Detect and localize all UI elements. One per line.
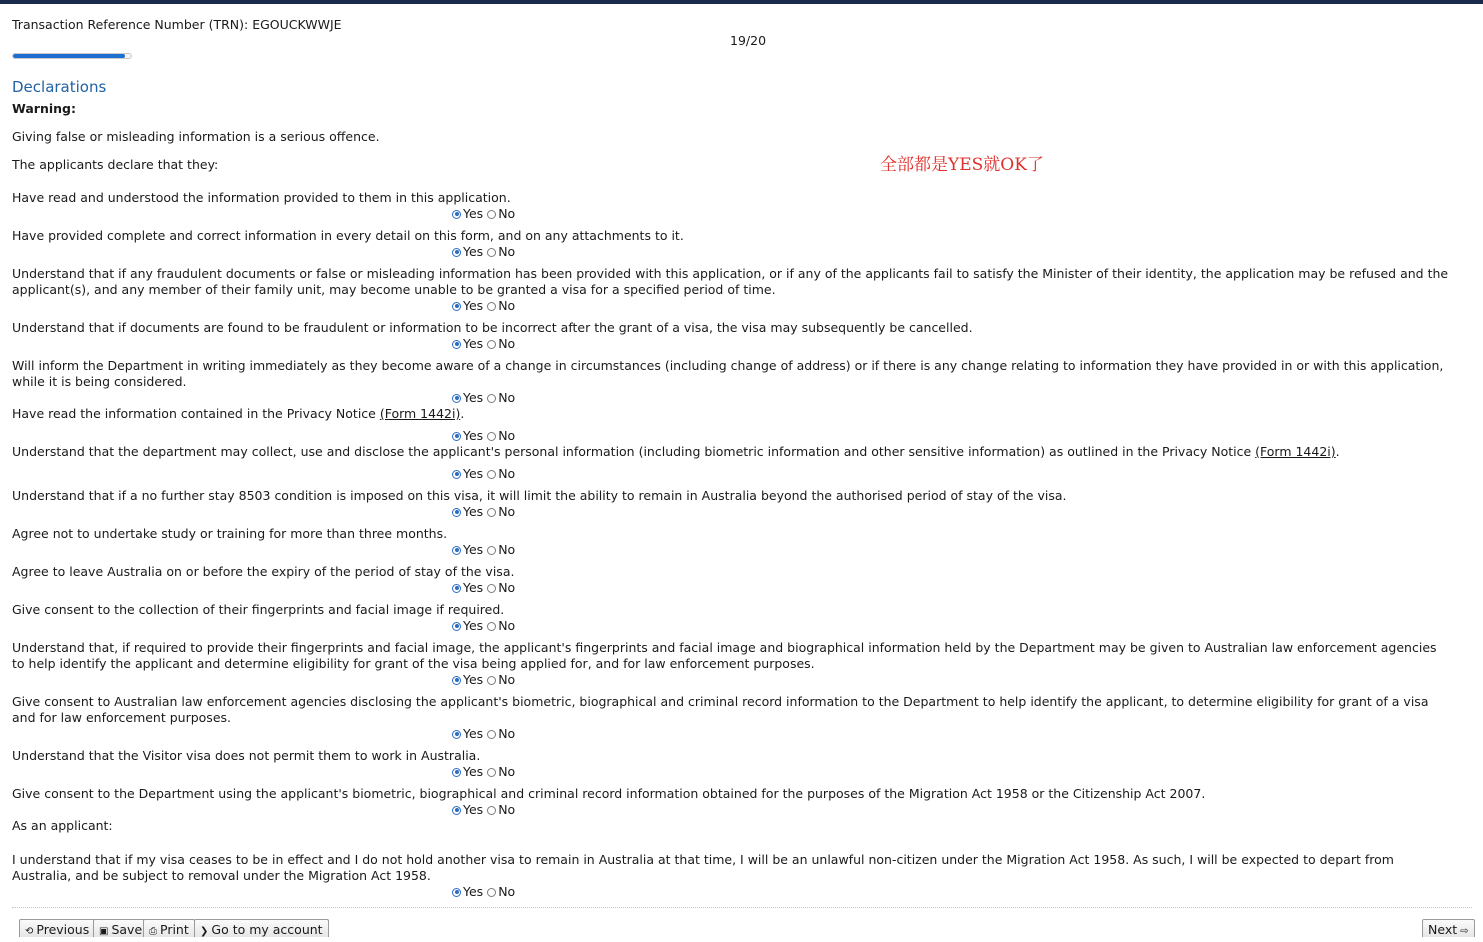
yes-radio[interactable] <box>452 248 461 257</box>
answer-group <box>452 765 519 779</box>
no-radio[interactable] <box>487 302 496 311</box>
print-icon: ⎙ <box>149 926 157 937</box>
yes-label: Yes <box>463 672 484 687</box>
question-tail: . <box>1335 444 1340 459</box>
yes-radio[interactable] <box>452 584 461 593</box>
print-button[interactable] <box>143 919 195 937</box>
go-to-account-button[interactable] <box>194 919 329 937</box>
print-label: Print <box>160 922 189 937</box>
save-icon: ▣ <box>99 926 109 937</box>
answer-group <box>452 581 519 595</box>
progress-fill <box>13 54 125 58</box>
declaration-question: Have read and understood the information provided to them in this application. <box>12 190 511 205</box>
no-label: No <box>498 428 516 443</box>
no-label: No <box>498 726 516 741</box>
yes-radio[interactable] <box>452 394 461 403</box>
yes-label: Yes <box>463 428 484 443</box>
applicant-intro: As an applicant: <box>12 818 113 833</box>
yes-radio[interactable] <box>452 888 461 897</box>
yes-radio[interactable] <box>452 508 461 517</box>
no-label: No <box>498 618 516 633</box>
no-radio[interactable] <box>487 394 496 403</box>
declaration-question: Understand that the Visitor visa does not permit them to work in Australia. <box>12 748 481 763</box>
yes-label: Yes <box>463 390 484 405</box>
declaration-question: Will inform the Department in writing immediately as they become aware of a change in circumstances (including change of address) or if there is any change relating to information they have provided in or with this application, while it is being considered. <box>12 358 1444 389</box>
yes-radio[interactable] <box>452 340 461 349</box>
yes-radio[interactable] <box>452 210 461 219</box>
no-label: No <box>498 672 516 687</box>
answer-group <box>452 467 519 481</box>
no-radio[interactable] <box>487 432 496 441</box>
privacy-notice-link[interactable]: (Form 1442i) <box>1255 444 1336 459</box>
yes-radio[interactable] <box>452 622 461 631</box>
no-radio[interactable] <box>487 676 496 685</box>
previous-button[interactable] <box>19 919 95 937</box>
footer-divider <box>12 907 1472 908</box>
declaration-question <box>12 444 1453 460</box>
no-radio[interactable] <box>487 622 496 631</box>
yes-label: Yes <box>463 466 484 481</box>
no-radio[interactable] <box>487 470 496 479</box>
progress-bar <box>12 53 132 59</box>
account-label: Go to my account <box>211 922 323 937</box>
declaration-question: Agree to leave Australia on or before the expiry of the period of stay of the visa. <box>12 564 515 579</box>
yes-radio[interactable] <box>452 432 461 441</box>
yes-label: Yes <box>463 580 484 595</box>
next-icon: ⇨ <box>1460 926 1469 937</box>
declaration-question: I understand that if my visa ceases to be in effect and I do not hold another visa to remain in Australia at that time, I will be an unlawful non-citizen under the Migration Act 1958. As such, I will be expected to depart from Australia, and be subject to removal under the Migration Act 1958. <box>12 852 1394 883</box>
yes-radio[interactable] <box>452 768 461 777</box>
no-label: No <box>498 580 516 595</box>
no-radio[interactable] <box>487 340 496 349</box>
no-radio[interactable] <box>487 888 496 897</box>
yes-label: Yes <box>463 764 484 779</box>
no-label: No <box>498 244 516 259</box>
yes-label: Yes <box>463 336 484 351</box>
answer-group <box>452 429 519 443</box>
privacy-notice-link[interactable]: (Form 1442i) <box>379 406 461 421</box>
answer-group <box>452 543 519 557</box>
no-label: No <box>498 504 516 519</box>
answer-group <box>452 885 519 899</box>
no-label: No <box>498 336 516 351</box>
section-title: Declarations <box>12 78 107 96</box>
declaration-question: Understand that, if required to provide their fingerprints and facial image, the applicant's fingerprints and facial image and biographical information held by the Department may be given to Australian law enforcement agencies to help identify the applicant and determine eligibility for grant of the visa being applied for, and for law enforcement purposes. <box>12 640 1437 671</box>
no-label: No <box>498 884 516 899</box>
yes-label: Yes <box>463 504 484 519</box>
no-label: No <box>498 206 516 221</box>
answer-group <box>452 619 519 633</box>
no-radio[interactable] <box>487 730 496 739</box>
no-radio[interactable] <box>487 584 496 593</box>
save-button[interactable] <box>93 919 148 937</box>
previous-label: Previous <box>36 922 90 937</box>
yes-radio[interactable] <box>452 806 461 815</box>
yes-label: Yes <box>463 618 484 633</box>
no-label: No <box>498 390 516 405</box>
no-radio[interactable] <box>487 806 496 815</box>
answer-group <box>452 803 519 817</box>
answer-group <box>452 245 519 259</box>
declaration-question: Agree not to undertake study or training for more than three months. <box>12 526 448 541</box>
declaration-question: Understand that if documents are found to be fraudulent or information to be incorrect after the grant of a visa, the visa may subsequently be cancelled. <box>12 320 973 335</box>
yes-label: Yes <box>463 298 484 313</box>
warning-label: Warning: <box>12 101 76 116</box>
no-label: No <box>498 542 516 557</box>
no-radio[interactable] <box>487 248 496 257</box>
yes-radio[interactable] <box>452 546 461 555</box>
chevron-right-icon: ❯ <box>200 926 209 937</box>
yes-radio[interactable] <box>452 302 461 311</box>
no-label: No <box>498 802 516 817</box>
yes-label: Yes <box>463 802 484 817</box>
handwritten-annotation: 全部都是YES就OK了 <box>880 155 1044 175</box>
no-radio[interactable] <box>487 508 496 517</box>
yes-label: Yes <box>463 542 484 557</box>
yes-label: Yes <box>463 884 484 899</box>
question-tail: . <box>460 406 465 421</box>
yes-label: Yes <box>463 206 484 221</box>
trn-label: Transaction Reference Number (TRN): EGOUCKWWJE <box>12 17 342 32</box>
yes-label: Yes <box>463 726 484 741</box>
answer-group <box>452 207 519 221</box>
declaration-question: Have provided complete and correct information in every detail on this form, and on any attachments to it. <box>12 228 684 243</box>
save-label: Save <box>111 922 143 937</box>
answer-group <box>452 337 519 351</box>
yes-radio[interactable] <box>452 676 461 685</box>
yes-radio[interactable] <box>452 730 461 739</box>
answer-group <box>452 391 519 405</box>
warning-text: Giving false or misleading information is a serious offence. <box>12 129 380 144</box>
no-radio[interactable] <box>487 210 496 219</box>
no-radio[interactable] <box>487 768 496 777</box>
question-text: Understand that the department may collect, use and disclose the applicant's personal information (including biometric information and other sensitive information) as outlined in the Privacy Notice <box>12 444 1256 459</box>
answer-group <box>452 299 519 313</box>
yes-radio[interactable] <box>452 470 461 479</box>
answer-group <box>452 505 519 519</box>
yes-label: Yes <box>463 244 484 259</box>
question-text: Have read the information contained in the Privacy Notice <box>12 406 380 421</box>
no-label: No <box>498 764 516 779</box>
declaration-question: Understand that if a no further stay 8503 condition is imposed on this visa, it will limit the ability to remain in Australia beyond the authorised period of stay of the visa. <box>12 488 1067 503</box>
top-bar <box>0 0 1483 4</box>
no-radio[interactable] <box>487 546 496 555</box>
answer-group <box>452 673 519 687</box>
next-label: Next <box>1428 922 1458 937</box>
declaration-question: Give consent to Australian law enforcement agencies disclosing the applicant's biometric, biographical and criminal record information to the Department to help identify the applicant, to determine eligibility for grant of a visa and for law enforcement purposes. <box>12 694 1429 725</box>
page-indicator: 19/20 <box>730 33 767 48</box>
declaration-question: Give consent to the collection of their fingerprints and facial image if required. <box>12 602 505 617</box>
next-button[interactable] <box>1422 919 1475 937</box>
declaration-question: Understand that if any fraudulent documents or false or misleading information has been provided with this application, or if any of the applicants fail to satisfy the Minister of their identity, the application may be refused and the applicant(s), and any member of their family unit, may become unable to be granted a visa for a specified period of time. <box>12 266 1449 297</box>
previous-icon: ⟲ <box>25 926 34 937</box>
answer-group <box>452 727 519 741</box>
declaration-question: Give consent to the Department using the applicant's biometric, biographical and criminal record information obtained for the purposes of the Migration Act 1958 or the Citizenship Act 2007. <box>12 786 1206 801</box>
no-label: No <box>498 298 516 313</box>
declaration-intro: The applicants declare that they: <box>12 157 219 172</box>
declaration-question <box>12 406 1453 422</box>
no-label: No <box>498 466 516 481</box>
